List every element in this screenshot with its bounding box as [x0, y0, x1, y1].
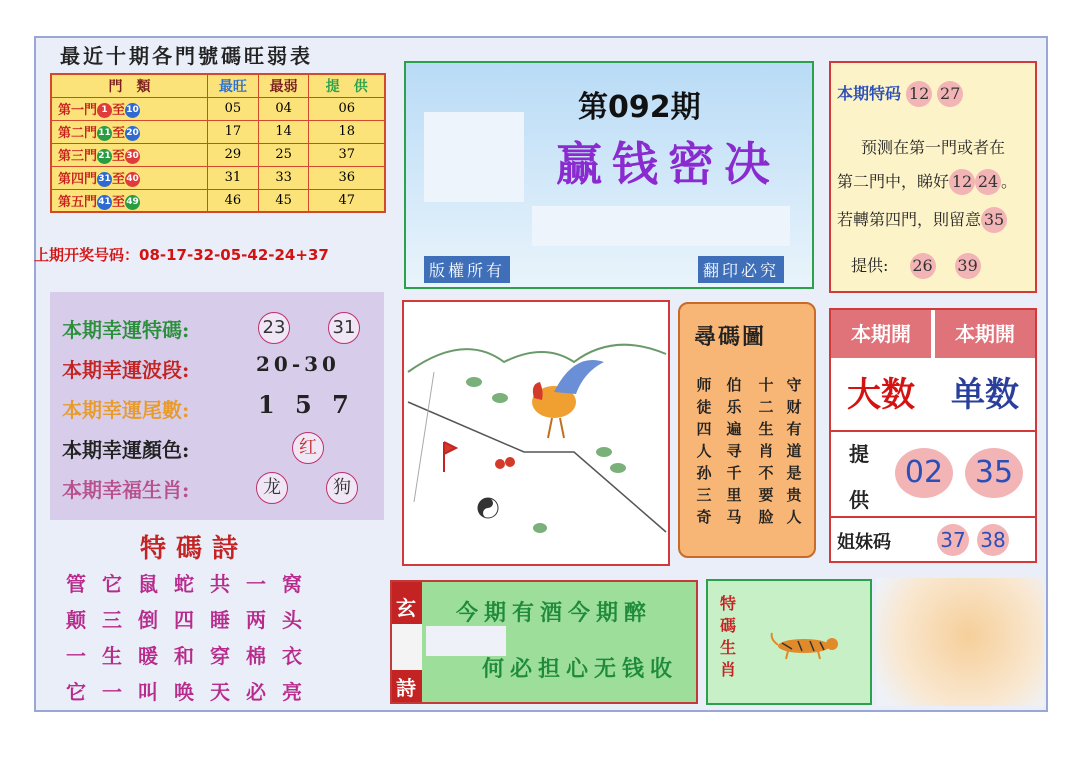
door-cell: 第四門31至40 — [51, 166, 208, 189]
xuanji-label: 玄 詩 — [392, 582, 422, 702]
blur-patch — [424, 112, 524, 202]
door-table — [50, 73, 386, 213]
column-header: 門 類 — [51, 74, 208, 97]
rooster-illustration — [402, 300, 670, 566]
lucky-special-number: 31 — [328, 312, 360, 344]
table-header-row — [51, 74, 385, 97]
table-row — [51, 97, 385, 120]
lucky-band-value: 20-30 — [256, 352, 340, 376]
table-row — [51, 120, 385, 143]
prediction-line: 第二門中，睇好 12 24 。 — [837, 169, 1017, 195]
slogan: 赢钱密决 — [556, 137, 780, 191]
lucky-special-label: 本期幸運特碼: — [62, 318, 190, 342]
copyright-tag: 版權所有 — [424, 256, 510, 283]
poem-line: 管它鼠蛇共一窝 — [66, 572, 318, 596]
max-cell: 46 — [208, 189, 259, 212]
door-cell: 第一門 1 至10 — [51, 97, 208, 120]
xuanji-line: 今期有酒今期醉 — [456, 600, 653, 626]
door-cell: 第二門11至20 — [51, 120, 208, 143]
column-header: 最弱 — [258, 74, 309, 97]
table-row — [51, 189, 385, 212]
code-map-panel — [678, 302, 816, 558]
xuanji-line: 何必担心无钱收 — [482, 656, 679, 682]
lucky-tail-value: 1 5 7 — [258, 390, 355, 419]
decorative-blob — [876, 578, 1044, 706]
max-cell: 17 — [208, 120, 259, 143]
max-cell: 05 — [208, 97, 259, 120]
offer-cell: 47 — [309, 189, 385, 212]
prediction-line: 若轉第四門，則留意 35 — [837, 207, 1007, 233]
last-draw-numbers: 上期开奖号码：08-17-32-05-42-24+37 — [34, 246, 329, 264]
big-number: 大数 — [847, 375, 915, 415]
lucky-zodiac-value: 龙 — [256, 472, 288, 504]
door-cell: 第五門41至49 — [51, 189, 208, 212]
code-map-column: 守 财 有 道 是 贵 人 — [786, 376, 802, 526]
sister-number: 38 — [977, 524, 1009, 556]
scene-drawing — [404, 302, 668, 564]
sister-label: 姐妹码 — [837, 532, 891, 553]
prediction-line: 预测在第一門或者在 — [861, 138, 1006, 157]
offer-label: 提 — [849, 442, 869, 466]
issue-number: 第092期 — [578, 90, 701, 125]
lucky-color-value: 红 — [292, 432, 324, 464]
min-cell: 04 — [258, 97, 309, 120]
draw-head: 本期開 — [831, 310, 931, 358]
sister-number: 37 — [937, 524, 969, 556]
draw-panel — [829, 308, 1037, 563]
offer-number: 02 — [895, 448, 953, 498]
prediction-panel — [829, 61, 1037, 293]
door-cell: 第三門21至30 — [51, 143, 208, 166]
max-cell: 29 — [208, 143, 259, 166]
lucky-zodiac-label: 本期幸福生肖: — [62, 478, 190, 502]
lucky-panel — [50, 292, 384, 520]
column-header: 提 供 — [309, 74, 385, 97]
lucky-zodiac-value: 狗 — [326, 472, 358, 504]
draw-head: 本期開 — [935, 310, 1035, 358]
code-map-title: 尋碼圖 — [694, 324, 767, 350]
offer-cell: 06 — [309, 97, 385, 120]
code-map-column: 师 徒 四 人 孙 三 奇 — [696, 376, 712, 526]
lucky-band-label: 本期幸運波段: — [62, 358, 190, 382]
prediction-special-row: 本期特码 12 27 — [837, 81, 963, 107]
poem-title: 特碼詩 — [140, 534, 249, 564]
min-cell: 45 — [258, 189, 309, 212]
code-map-column: 十 二 生 肖 不 要 脸 — [758, 376, 774, 526]
offer-cell: 36 — [309, 166, 385, 189]
special-zodiac-label: 特 碼 生 肖 — [719, 594, 736, 679]
poem-line: 它一叫唤天必亮 — [66, 680, 318, 704]
min-cell: 25 — [258, 143, 309, 166]
xuanji-poem-panel — [390, 580, 698, 704]
offer-label: 供 — [849, 488, 869, 512]
blur-patch — [532, 206, 790, 246]
tiger-icon — [768, 631, 848, 661]
max-cell: 31 — [208, 166, 259, 189]
poem-line: 颠三倒四睡两头 — [66, 608, 318, 632]
lucky-tail-label: 本期幸運尾數: — [62, 398, 190, 422]
lucky-color-label: 本期幸運顏色: — [62, 438, 190, 462]
poem-line: 一生暖和穿棉衣 — [66, 644, 318, 668]
no-reprint-tag: 翻印必究 — [698, 256, 784, 283]
column-header: 最旺 — [208, 74, 259, 97]
code-map-column: 伯 乐 遍 寻 千 里 马 — [726, 376, 742, 526]
table-title: 最近十期各門號碼旺弱表 — [60, 44, 313, 68]
offer-cell: 37 — [309, 143, 385, 166]
offer-number: 35 — [965, 448, 1023, 498]
table-row — [51, 166, 385, 189]
min-cell: 14 — [258, 120, 309, 143]
table-row — [51, 143, 385, 166]
lucky-special-number: 23 — [258, 312, 290, 344]
single-number: 单数 — [951, 375, 1019, 415]
prediction-offer-row: 提供: 26 39 — [851, 253, 981, 279]
special-zodiac-panel — [706, 579, 872, 705]
poem-body — [66, 566, 318, 710]
min-cell: 33 — [258, 166, 309, 189]
offer-cell: 18 — [309, 120, 385, 143]
